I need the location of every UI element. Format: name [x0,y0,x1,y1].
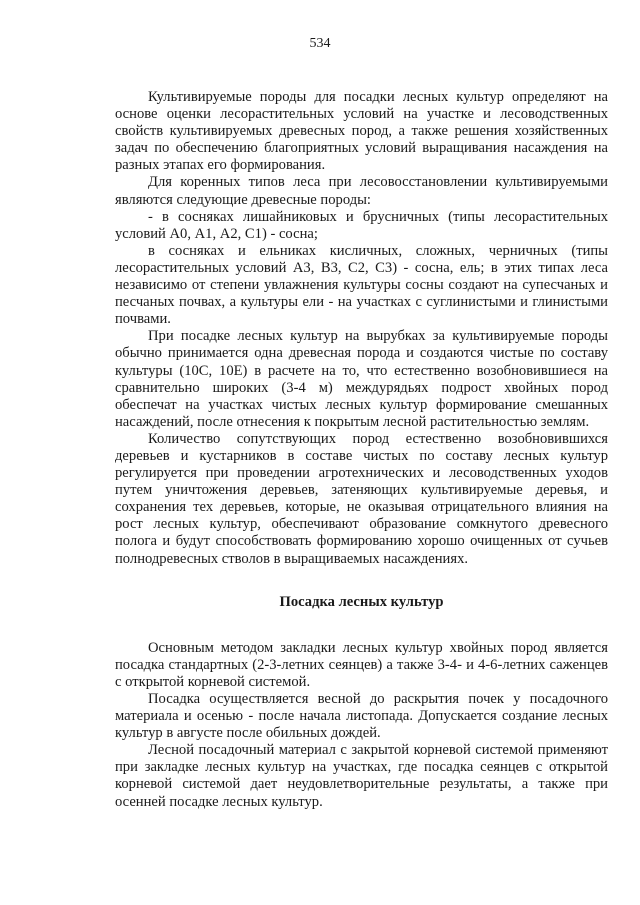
paragraph: Культивируемые породы для посадки лесных культур определяют на основе оценки лесорастительных условий на участке и лесоводственных свойств культивируемых древесных пород, а также решения хозяйственных задач по обеспечению благоприятных условий выращивания насаждения на разных этапах его формирования. [115,89,608,174]
paragraph: Посадка осуществляется весной до раскрытия почек у посадочного материала и осенью - после начала листопада. Допускается создание лесных культур в августе после обильных дождей. [115,691,608,742]
paragraph: Основным методом закладки лесных культур хвойных пород является посадка стандартных (2-3-летних сеянцев) а также 3-4- и 4-6-летних саженцев с открытой корневой системой. [115,639,608,690]
paragraph: Лесной посадочный материал с закрытой корневой системой применяют при закладке лесных культур на участках, где посадка сеянцев с открытой корневой системой дает неудовлетворительные результаты, а также при осенней посадке лесных культур. [115,742,608,810]
paragraph: При посадке лесных культур на вырубках за культивируемые породы обычно принимается одна древесная порода и создаются чистые по составу культуры (10С, 10Е) в расчете на то, что естественно возобновившиеся на сравнительно широких (3-4 м) междурядьях подрост хвойных пород обеспечат на участках чистых лесных культур формирование смешанных насаждений, после отнесения к покрытым лесной растительностью землям. [115,328,608,430]
list-item: в сосняках и ельниках кисличных, сложных, черничных (типы лесорастительных условий А3, В3, С2, С3) - сосна, ель; в этих типах леса независимо от степени увлажнения культуры сосны создают на супесчаных и песчаных почвах, а культуры ели - на участках с суглинистыми и глинистыми почвами. [115,242,608,328]
document-body [115,89,608,811]
list-item: - в сосняках лишайниковых и брусничных (типы лесорастительных условий А0, А1, А2, С1) - сосна; [115,208,608,242]
paragraph: Количество сопутствующих пород естественно возобновившихся деревьев и кустарников в составе чистых по составу лесных культур регулируется при проведении агротехнических и лесоводственных уходов путем уничтожения деревьев, затеняющих культивируемые деревья, и сохранения тех деревьев, которые, не оказывая отрицательного влияния на рост лесных культур, обеспечивают образование сомкнутого древесного полога и будут способствовать формированию хорошо очищенных от сучьев полнодревесных стволов в выращиваемых насаждениях. [115,430,608,567]
section-heading: Посадка лесных культур [279,593,444,610]
page-number: 534 [309,36,331,51]
paragraph: Для коренных типов леса при лесовосстановлении культивируемыми являются следующие древесные породы: [115,174,608,208]
